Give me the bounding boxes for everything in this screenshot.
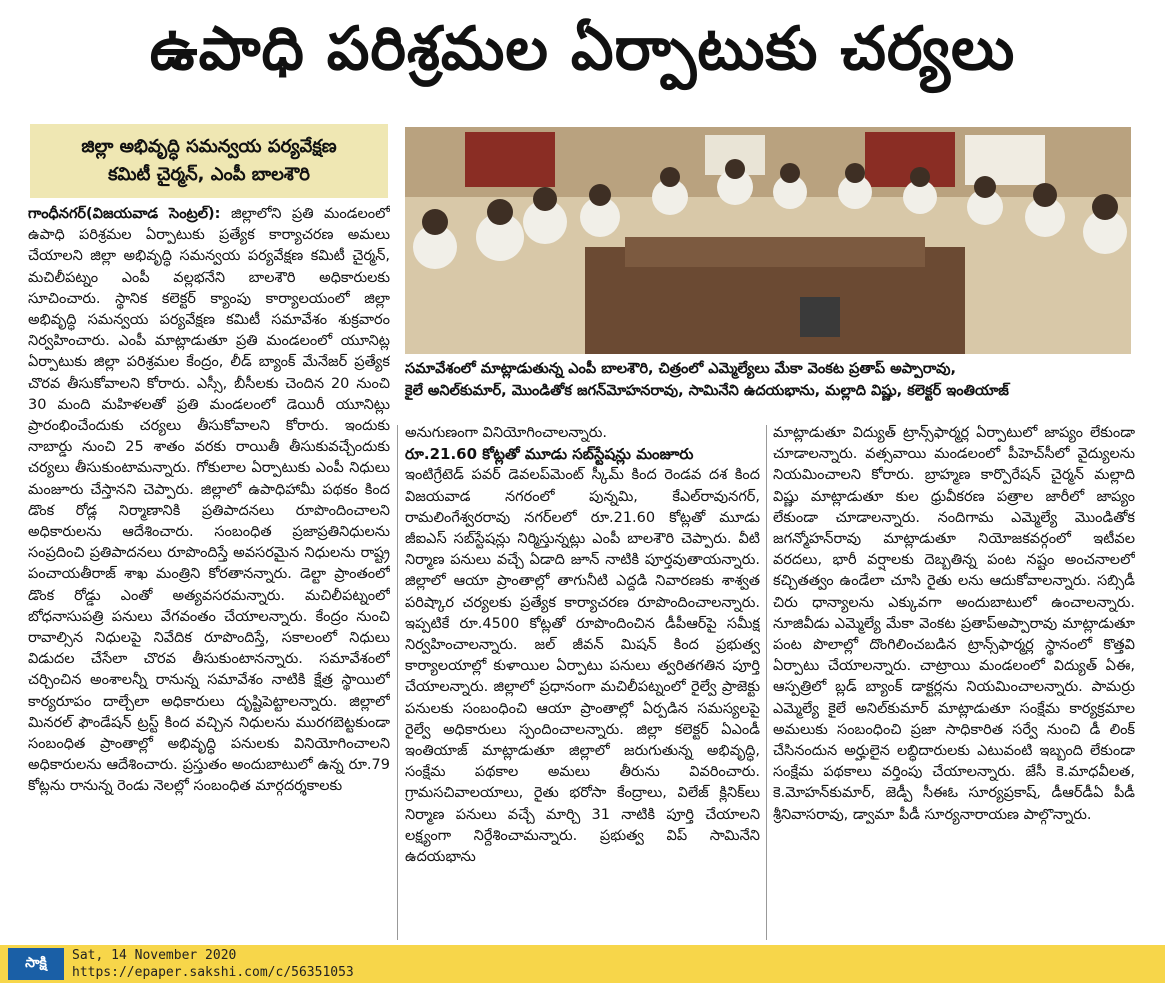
subheadline-line-2: కమిటీ చైర్మన్, ఎంపీ బాలశౌరి [108, 164, 310, 185]
subheadline-line-1: జిల్లా అభివృద్ధి సమన్వయ పర్యవేక్షణ [81, 136, 337, 157]
headline: ఉపాధి పరిశ్రమల ఏర్పాటుకు చర్యలు [149, 14, 1016, 84]
meeting-photo [405, 127, 1131, 354]
article-column-3 [773, 423, 1135, 943]
footer-bar [0, 945, 1165, 983]
article-column-2 [405, 423, 760, 943]
column-2-text: ఇంటిగ్రేటెడ్ పవర్ డెవలప్‌మెంట్ స్కీమ్ కింద రెండవ దశ కింద విజయవాడ నగరంలో పున్నమి, కేఎల్‌రావునగర్, రామలింగేశ్వరరావు నగర్‌లలో రూ.21.60 కోట్లతో మూడు జీఐఎస్ సబ్‌స్టేషన్లు నిర్మిస్తున్నట్లు ఎంపీ బాలశౌరి చెప్పారు. వీటి నిర్మాణ పనులు వచ్చే ఏడాది జూన్ నాటికి పూర్తవుతాయన్నారు. జిల్లాలో ఆయా ప్రాంతాల్లో తాగునీటి ఎద్దడి నివారణకు శాశ్వత పరిష్కార చర్యలకు ప్రత్యేక కార్యాచరణ రూపొందించాలన్నారు. ఇప్పటికే రూ.4500 కోట్లతో రూపొందించిన డీపీఆర్‌పై సమీక్ష నిర్వహించాలన్నారు. జల్ జీవన్ మిషన్ కింద ప్రభుత్వ కార్యాలయాల్లో కుళాయిల ఏర్పాటు పనులు త్వరితగతిన పూర్తి చేయాలన్నారు. జిల్లాలో ప్రధానంగా మచిలీపట్నంలో రైల్వే ప్రాజెక్టు పనులకు సంబంధించి ఆయా ప్రాంతాల్లో ఏర్పడిన సమస్యలపై రైల్వే అధికారులు స్పందించాలన్నారు. జిల్లా కలెక్టర్ ఏఎండీ ఇంతియాజ్ మాట్లాడుతూ జిల్లాలో జరుగుతున్న అభివృద్ధి, సంక్షేమ పథకాల అమలు తీరును వివరించారు. గ్రామసచివాలయాలు, రైతు భరోసా కేంద్రాలు, విలేజ్ క్లినిక్‌లు నిర్మాణ పనులు వచ్చే మార్చి 31 నాటికి పూర్తి చేయాలని లక్ష్యంగా నిర్దేశించామన్నారు. ప్రభుత్వ విప్ సామినేని ఉదయభాను [405, 467, 760, 866]
article-column-1 [28, 204, 390, 944]
photo-caption-line-1: సమావేశంలో మాట్లాడుతున్న ఎంపీ బాలశౌరి, చిత్రంలో ఎమ్మెల్యేలు మేకా వెంకట ప్రతాప్ అప్పారావు, [405, 361, 956, 377]
footer-date: Sat, 14 November 2020 [72, 948, 237, 963]
footer-url[interactable]: https://epaper.sakshi.com/c/56351053 [72, 965, 354, 980]
column-divider [397, 425, 398, 940]
column-1-text: జిల్లాలోని ప్రతి మండలంలో ఉపాధి పరిశ్రమల ఏర్పాటుకు ప్రత్యేక కార్యాచరణ అమలు చేయాలని జిల్లా అభివృద్ధి సమన్వయ పర్యవేక్షణ కమిటీ చైర్మన్, మచిలీపట్నం ఎంపీ వల్లభనేని బాలశౌరి అధికారులకు సూచించారు. స్థానిక కలెక్టర్ క్యాంపు కార్యాలయంలో జిల్లా అభివృద్ధి సమన్వయ పర్యవేక్షణ కమిటీ సమావేశం శుక్రవారం నిర్వహించారు. ఎంపీ మాట్లాడుతూ ప్రతి మండలంలో యూనిట్ల ఏర్పాటుకు జిల్లా పరిశ్రమల కేంద్రం, లీడ్ బ్యాంక్ మేనేజర్ ప్రత్యేక చొరవ తీసుకోవాలని కోరారు. ఎస్సీ, బీసీలకు చెందిన 20 నుంచి 30 మంది మహిళలతో ప్రతి మండలంలో డెయిరీ యూనిట్లు ప్రారంభించేందుకు చర్యలు తీసుకోవాలని కోరారు. ఇందుకు నాబార్డు నుంచి 25 శాతం వరకు రాయితీ తీసుకువచ్చేందుకు చర్యలు తీసుకుంటామన్నారు. గోకులాల ఏర్పాటుకు ఎంపీ నిధులు మంజూరు చేస్తానని చెప్పారు. జిల్లాలో ఉపాధిహామీ పథకం కింద డొంక రోడ్ల నిర్మాణానికి ప్రతిపాదనలు రూపొందించాలని అధికారులను ఆదేశించారు. సంబంధిత ప్రజాప్రతినిధులను సంప్రదించి ప్రతిపాదనలు రూపొందిస్తే అవసరమైన నిధులను రాష్ట్ర పంచాయతీరాజ్ శాఖ మంత్రిని కోరతానన్నారు. డెల్టా ప్రాంతంలో డొంక రోడ్డు ఎంతో అత్యవసరమన్నారు. మచిలీపట్నంలో బోధనాసుపత్రి పనులు వేగవంతం చేయాలన్నారు. కేంద్రం నుంచి రావాల్సిన నిధులపై నివేదిక రూపొందిస్తే, సకాలంలో నిధులు విడుదల చేసేలా చొరవ తీసుకుంటానన్నారు. సమావేశంలో చర్చించిన అంశాలన్నీ రానున్న సమావేశం నాటికి క్షేత్ర స్థాయిలో కార్యరూపం దాల్చేలా అధికారులు దృష్టిపెట్టాలన్నారు. జిల్లాలో మినరల్ ఫౌండేషన్ ట్రస్ట్ కింద వచ్చిన నిధులను మురగబెట్టకుండా సంబంధిత ప్రాంతాల్లో అభివృద్ధి పనులకు వినియోగించాలని అధికారులను ఆదేశించారు. ప్రస్తుతం అందుబాటులో ఉన్న రూ.79 కోట్లను రానున్న రెండు నెలల్లో సంబంధిత మార్గదర్శకాలకు [28, 206, 390, 795]
column-divider [766, 425, 767, 940]
column-3-text: మాట్లాడుతూ విద్యుత్ ట్రాన్స్‌ఫార్మర్ల ఏర్పాటులో జాప్యం లేకుండా చూడాలన్నారు. వత్సవాయి మండలంలో పీహెచ్‌సీలో వైద్యులను నియమించాలని కోరారు. బ్రాహ్మణ కార్పొరేషన్ చైర్మన్ మల్లాది విష్ణు మాట్లాడుతూ కుల ధ్రువీకరణ పత్రాల జారీలో జాప్యం లేకుండా చూడాలన్నారు. నందిగామ ఎమ్మెల్యే మొండితోక జగన్మోహన్‌రావు మాట్లాడుతూ నియోజకవర్గంలో ఇటీవల వరదలు, భారీ వర్షాలకు దెబ్బతిన్న పంట నష్టం అంచనాలలో కచ్చితత్వం ఉండేలా చూసి రైతు లను ఆదుకోవాలన్నారు. సబ్సిడీ చిరు ధాన్యాలను ఎక్కువగా అందుబాటులో ఉంచాలన్నారు. నూజివీడు ఎమ్మెల్యే మేకా వెంకట ప్రతాప్‌అప్పారావు మాట్లాడుతూ పంట పొలాల్లో దొంగిలించబడిన ట్రాన్స్‌ఫార్మర్ల స్థానంలో కొత్తవి ఏర్పాటు చేయాలన్నారు. చాట్రాయి మండలంలో విద్యుత్ ఏఈ, ఆస్పత్రిలో బ్లడ్ బ్యాంక్ డాక్టర్లను నియమించాలన్నారు. పామర్రు ఎమ్మెల్యే కైలే అనిల్‌కుమార్ మాట్లాడుతూ సంక్షేమ కార్యక్రమాల అమలుకు సంబంధించి ప్రజా సాధికారిత సర్వే నుంచి డీ లింక్ చేసినందున అర్హులైన లబ్ధిదారులకు ఎటువంటి ఇబ్బంది లేకుండా సంక్షేమ పథకాలు వర్తింపు చేయాలన్నారు. జేసీ కె.మాధవీలత, కె.మోహన్‌కుమార్, జెడ్పీ సీఈఓ సూర్యప్రకాష్, డీఆర్‌డీఏ పీడీ శ్రీనివాసరావు, డ్వామా పీడీ సూర్యనారాయణ పాల్గొన్నారు. [773, 425, 1135, 823]
section-heading: రూ.21.60 కోట్లతో మూడు సబ్‌స్టేషన్లు మంజూరు [405, 445, 694, 464]
photo-caption [405, 358, 1131, 402]
dateline: గాంధీనగర్(విజయవాడ సెంట్రల్): [28, 206, 221, 222]
photo-caption-line-2: కైలే అనిల్‌కుమార్, మొండితోక జగన్‌మోహనరావు, సామినేని ఉదయభాను, మల్లాది విష్ణు, కలెక్టర్ ఇంతియాజ్ [405, 383, 1009, 399]
sakshi-logo[interactable]: సాక్షి [8, 948, 64, 980]
footer-text [72, 947, 354, 981]
column-2-lead: అనుగుణంగా వినియోగించాలన్నారు. [405, 425, 608, 441]
subheadline-box [30, 124, 388, 198]
